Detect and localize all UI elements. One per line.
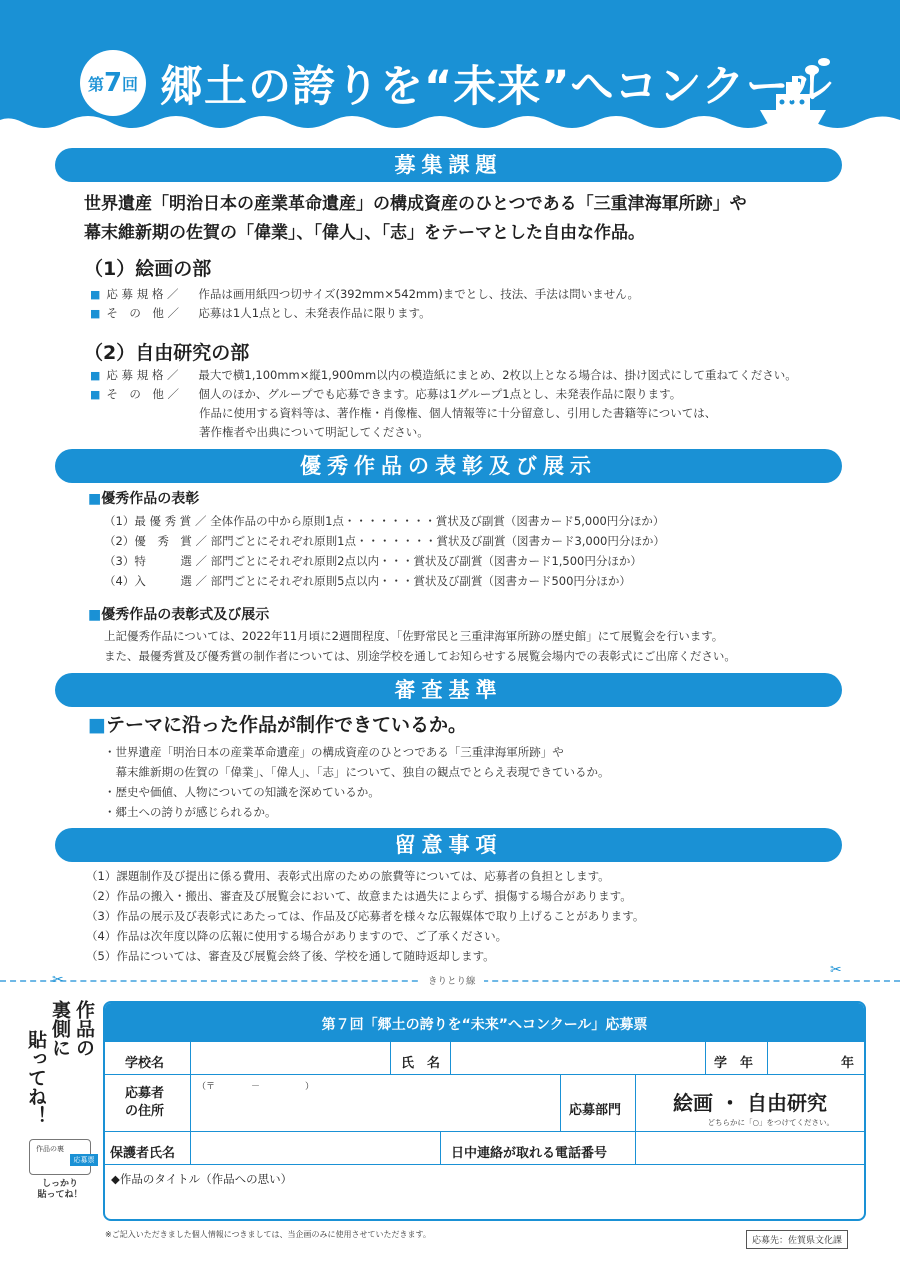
card-note: [25, 1179, 95, 1201]
row-label: そ の 他 ／: [106, 387, 180, 401]
kaiga-title: （1）絵画の部: [84, 258, 212, 280]
row-text: 作品は画用紙四つ切サイズ(392mm×542mm)までとし、技法、手法は問いません。: [198, 287, 639, 301]
square-bullet-icon: ■: [90, 288, 101, 301]
yushu-heading-1-text: 優秀作品の表彰: [101, 491, 200, 507]
jiyu-rows: [90, 366, 797, 442]
row-text: 個人のほか、グループでも応募できます。応募は1グループ1点とし、未発表作品に限ります。: [198, 387, 682, 401]
phone-input[interactable]: [635, 1132, 864, 1164]
shinsa-item: ・郷土への誇りが感じられるか。: [104, 805, 277, 819]
address-label: [125, 1085, 164, 1121]
shinsa-item: 幕末維新期の佐賀の「偉業」、「偉人」、「志」について、独自の観点でとらえ表現できているか。: [104, 765, 610, 779]
side-instruction: [25, 1000, 95, 1201]
guardian-label: 保護者氏名: [110, 1146, 176, 1161]
contact-box: 応募先：佐賀県文化課: [746, 1230, 848, 1249]
square-bullet-icon: ■: [90, 369, 101, 382]
side-text-3: 貼ってね！: [25, 1030, 47, 1125]
jiyu-row: [90, 366, 797, 385]
jiyu-note-2: 著作権者や出典について明記してください。: [199, 425, 429, 439]
paste-card-illustration: [29, 1139, 95, 1175]
row-text: 応募は1人1点とし、未発表作品に限ります。: [198, 306, 431, 320]
round-prefix: 第: [87, 74, 104, 94]
yushu-p1: 上記優秀作品については、2022年11月頃に2週間程度、「佐野常民と三重津海軍所跡の歴史館」にて展覧会を行います。: [104, 629, 724, 643]
scissors-icon: ✂: [830, 962, 842, 978]
zip-placeholder: （〒 － ）: [197, 1082, 315, 1092]
kaiga-row: [90, 285, 639, 304]
yushu-heading-2: [88, 604, 269, 624]
round-suffix: 回: [122, 74, 139, 94]
address-input[interactable]: [190, 1075, 560, 1131]
boshu-lead-2: 幕末維新期の佐賀の「偉業」、「偉人」、「志」をテーマとした自由な作品。: [84, 223, 645, 243]
card-tag: 応募票: [70, 1154, 98, 1166]
form-header: [105, 1003, 864, 1041]
card-note-1: しっかり: [41, 1179, 78, 1189]
ryui-item: （3）作品の展示及び表彰式にあたっては、作品及び応募者を様々な広報媒体で取り上げることがあります。: [86, 909, 645, 923]
square-bullet-icon: ■: [88, 714, 106, 736]
yushu-p2: また、最優秀賞及び優秀賞の制作者については、別途学校を通してお知らせする展覧会場内での表彰式にご出席ください。: [104, 649, 736, 663]
row-label: 応 募 規 格 ／: [106, 368, 179, 382]
form-row-work-title[interactable]: [105, 1164, 864, 1221]
shinsa-item: ・世界遺産「明治日本の産業革命遺産」の構成資産のひとつである「三重津海軍所跡」や: [104, 745, 564, 759]
name-input[interactable]: [450, 1042, 705, 1074]
kaiga-row: [90, 304, 639, 323]
award-item: （2）優 秀 賞 ／ 部門ごとにそれぞれ原則1点・・・・・・・賞状及び副賞（図書カード3,000円分ほか）: [104, 534, 665, 548]
award-item: （4）入 選 ／ 部門ごとにそれぞれ原則5点以内・・・賞状及び副賞（図書カード500円分ほか）: [104, 574, 631, 588]
address-label-2: の住所: [125, 1104, 165, 1119]
phone-label-cell: [440, 1132, 635, 1164]
name-label: 氏 名: [401, 1056, 441, 1071]
school-input[interactable]: [190, 1042, 390, 1074]
ryui-item: （1）課題制作及び提出に係る費用、表彰式出席のための旅費等については、応募者の負担とします。: [86, 869, 610, 883]
shinsa-list: [104, 742, 610, 822]
grade-label-cell: [705, 1042, 767, 1074]
cut-line-label: きりとり線: [420, 973, 484, 987]
round-badge: [80, 50, 146, 116]
grade-unit: 年: [840, 1056, 854, 1071]
jiyu-title: （2）自由研究の部: [84, 342, 250, 364]
ryui-item: （4）作品は次年度以降の広報に使用する場合がありますので、ご了承ください。: [86, 929, 508, 943]
round-number: 7: [103, 68, 123, 98]
title-block: [80, 50, 833, 116]
side-text-2: 裏側に: [49, 1000, 71, 1057]
phone-label: 日中連絡が取れる電話番号: [451, 1146, 608, 1161]
shinsa-item: ・歴史や価値、人物についての知識を深めているか。: [104, 785, 380, 799]
privacy-note: ※ご記入いただきました個人情報につきましては、当企画のみに使用させていただきます。: [105, 1230, 431, 1239]
dept-choice[interactable]: [635, 1075, 864, 1131]
square-bullet-icon: ■: [88, 607, 102, 623]
ryui-list: [86, 866, 644, 966]
square-bullet-icon: ■: [90, 388, 101, 401]
kaiga-rows: [90, 285, 639, 323]
section-heading-boshu: 募集課題: [55, 148, 842, 182]
form-title: 第７回「郷土の誇りを“未来”へコンクール」応募票: [321, 1017, 648, 1033]
side-column-1: [73, 1000, 95, 1125]
page-title: 郷土の誇りを“未来”へコンクール: [160, 61, 833, 112]
form-row-guardian: [105, 1131, 864, 1164]
award-item: （1）最 優 秀 賞 ／ 全体作品の中から原則1点・・・・・・・・賞状及び副賞（図書カード5,000円分ほか）: [104, 514, 665, 528]
name-label-cell: [390, 1042, 450, 1074]
side-column-2: [49, 1000, 71, 1125]
boshu-lead-1: 世界遺産「明治日本の産業革命遺産」の構成資産のひとつである「三重津海軍所跡」や: [84, 194, 747, 214]
grade-label: 学 年: [714, 1056, 754, 1071]
award-item: （3）特 選 ／ 部門ごとにそれぞれ原則2点以内・・・賞状及び副賞（図書カード1,500円分ほか）: [104, 554, 642, 568]
awards-list: [104, 511, 665, 591]
form-row-school: [105, 1041, 864, 1074]
jiyu-note-1: 作品に使用する資料等は、著作権・肖像権、個人情報等に十分留意し、引用した書籍等については、: [199, 406, 717, 420]
side-text-1: 作品の: [73, 1000, 95, 1057]
square-bullet-icon: ■: [88, 491, 102, 507]
card-label: 作品の裏: [36, 1145, 64, 1153]
scissors-icon: ✂: [52, 972, 64, 988]
jiyu-row: [90, 385, 797, 404]
ryui-item: （5）作品については、審査及び展覧会終了後、学校を通して随時返却します。: [86, 949, 495, 963]
square-bullet-icon: ■: [90, 307, 101, 320]
yushu-heading-2-text: 優秀作品の表彰式及び展示: [101, 607, 270, 623]
row-label: そ の 他 ／: [106, 306, 180, 320]
dept-hint: どちらかに「○」をつけてください。: [707, 1118, 834, 1127]
section-heading-ryui: 留意事項: [55, 828, 842, 862]
shinsa-lead-text: テーマに沿った作品が制作できているか。: [105, 714, 467, 736]
ryui-item: （2）作品の搬入・搬出、審査及び展覧会において、故意または過失によらず、損傷する場合があります。: [86, 889, 632, 903]
yushu-heading-1: [88, 488, 199, 508]
section-heading-shinsa: 審査基準: [55, 673, 842, 707]
dept-options: 絵画 ・ 自由研究: [673, 1091, 827, 1115]
work-title-label: ◆作品のタイトル（作品への思い）: [111, 1172, 293, 1186]
guardian-input[interactable]: [190, 1132, 440, 1164]
side-column-3: [25, 1030, 47, 1125]
grade-input[interactable]: [767, 1042, 864, 1074]
application-form: [103, 1001, 866, 1221]
school-label: 学校名: [125, 1056, 165, 1071]
card-note-2: 貼ってね！: [37, 1190, 83, 1200]
yushu-paragraph: [104, 626, 736, 666]
dept-label: 応募部門: [569, 1103, 622, 1118]
row-label: 応 募 規 格 ／: [106, 287, 179, 301]
address-label-1: 応募者: [125, 1086, 165, 1101]
section-heading-yushu: 優秀作品の表彰及び展示: [55, 449, 842, 483]
row-text: 最大で横1,100mm×縦1,900mm以内の模造紙にまとめ、2枚以上となる場合は、掛け図式にして重ねてください。: [198, 368, 797, 382]
form-row-address: [105, 1074, 864, 1131]
shinsa-lead: [88, 710, 467, 737]
dept-label-cell: [560, 1075, 635, 1131]
